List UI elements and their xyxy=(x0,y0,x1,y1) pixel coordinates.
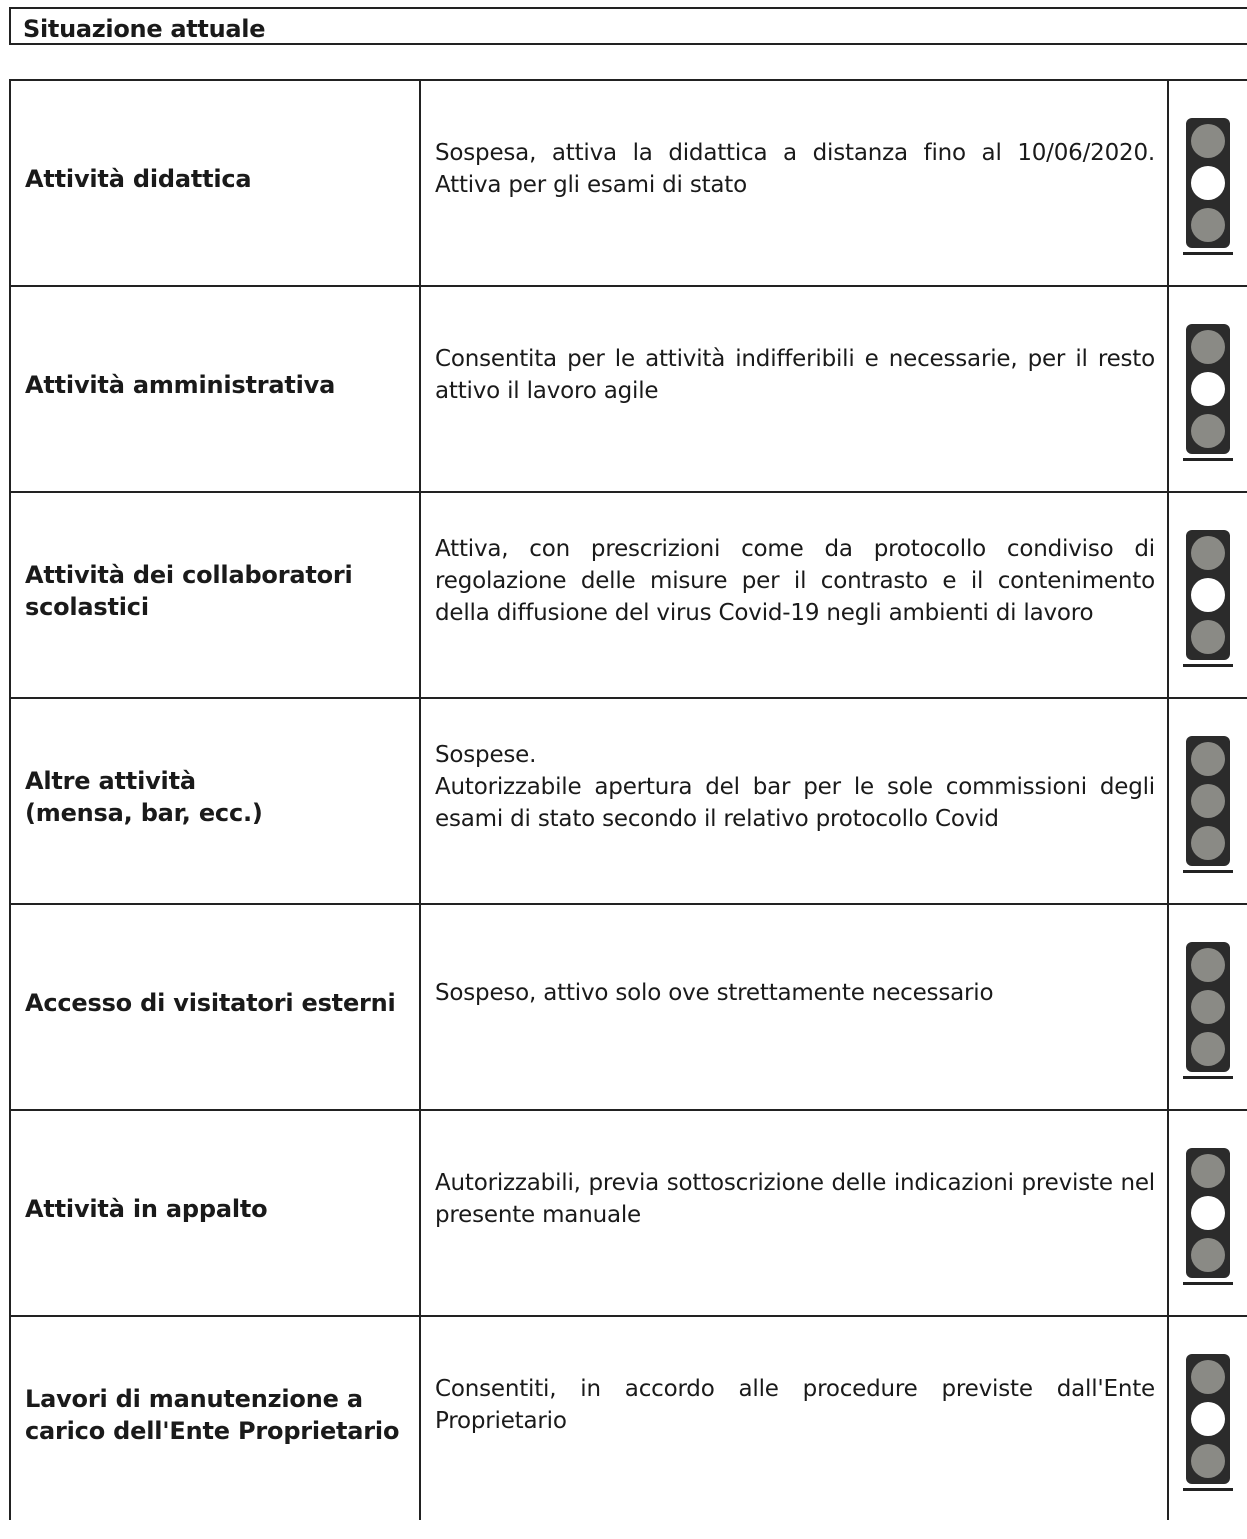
traffic-light-icon xyxy=(1186,1148,1230,1278)
middle-bulb xyxy=(1191,990,1225,1024)
middle-bulb xyxy=(1191,1196,1225,1230)
top-bulb xyxy=(1191,948,1225,982)
table-row xyxy=(10,286,1247,492)
activity-cell xyxy=(10,492,420,698)
light-cell xyxy=(1168,698,1247,904)
activity-label: Accesso di visitatori esterni xyxy=(25,989,396,1017)
traffic-light-icon xyxy=(1186,942,1230,1072)
top-bulb xyxy=(1191,742,1225,776)
light-underline xyxy=(1183,252,1233,255)
section-title: Situazione attuale xyxy=(23,15,266,43)
bottom-bulb xyxy=(1191,208,1225,242)
description-text: Consentiti, in accordo alle procedure previste dall'Ente Proprietario xyxy=(435,1375,1155,1434)
light-underline xyxy=(1183,664,1233,667)
traffic-light-icon xyxy=(1186,530,1230,660)
description-text: Autorizzabili, previa sottoscrizione delle indicazioni previste nel presente manuale xyxy=(435,1170,1155,1228)
middle-bulb xyxy=(1191,578,1225,612)
table-row xyxy=(10,492,1247,698)
description-cell xyxy=(420,492,1168,698)
middle-bulb xyxy=(1191,166,1225,200)
activity-label: Attività didattica xyxy=(25,165,252,193)
top-bulb xyxy=(1191,330,1225,364)
bottom-bulb xyxy=(1191,620,1225,654)
table-row xyxy=(10,1110,1247,1316)
light-underline xyxy=(1183,1076,1233,1079)
description-cell xyxy=(420,80,1168,286)
activity-cell xyxy=(10,1110,420,1316)
status-table xyxy=(9,79,1247,1520)
top-bulb xyxy=(1191,1154,1225,1188)
activity-cell xyxy=(10,80,420,286)
activity-cell xyxy=(10,1316,420,1520)
light-underline xyxy=(1183,458,1233,461)
description-cell xyxy=(420,286,1168,492)
top-bulb xyxy=(1191,124,1225,158)
activity-label: Lavori di manutenzione a carico dell'Ente Proprietario xyxy=(25,1384,400,1445)
table-row xyxy=(10,1316,1247,1520)
activity-cell xyxy=(10,698,420,904)
traffic-light-icon xyxy=(1186,736,1230,866)
traffic-light-icon xyxy=(1186,1354,1230,1484)
activity-cell xyxy=(10,904,420,1110)
activity-label: Attività dei collaboratori scolastici xyxy=(25,561,353,621)
bottom-bulb xyxy=(1191,1444,1225,1478)
table-row xyxy=(10,698,1247,904)
light-cell xyxy=(1168,1316,1247,1520)
traffic-light-icon xyxy=(1186,324,1230,454)
traffic-light-icon xyxy=(1186,118,1230,248)
light-underline xyxy=(1183,1282,1233,1285)
light-cell xyxy=(1168,492,1247,698)
bottom-bulb xyxy=(1191,1238,1225,1272)
light-underline xyxy=(1183,870,1233,873)
middle-bulb xyxy=(1191,1402,1225,1436)
light-cell xyxy=(1168,286,1247,492)
bottom-bulb xyxy=(1191,1032,1225,1066)
bottom-bulb xyxy=(1191,414,1225,448)
description-cell xyxy=(420,904,1168,1110)
description-cell xyxy=(420,1110,1168,1316)
activity-label: Attività amministrativa xyxy=(25,371,336,399)
activity-cell xyxy=(10,286,420,492)
description-text: Sospeso, attivo solo ove strettamente necessario xyxy=(435,980,994,1006)
description-text: Consentita per le attività indifferibili e necessarie, per il resto attivo il lavoro agile xyxy=(435,346,1155,404)
top-bulb xyxy=(1191,536,1225,570)
section-header xyxy=(9,7,1247,45)
table-row xyxy=(10,80,1247,286)
description-cell xyxy=(420,1316,1168,1520)
middle-bulb xyxy=(1191,784,1225,818)
bottom-bulb xyxy=(1191,826,1225,860)
table-row xyxy=(10,904,1247,1110)
description-text: Sospesa, attiva la didattica a distanza fino al 10/06/2020. Attiva per gli esami di stato xyxy=(435,140,1155,198)
light-cell xyxy=(1168,904,1247,1110)
middle-bulb xyxy=(1191,372,1225,406)
activity-label: Attività in appalto xyxy=(25,1195,268,1223)
light-underline xyxy=(1183,1488,1233,1491)
description-text: Sospese. Autorizzabile apertura del bar per le sole commissioni degli esami di stato secondo il relativo protocollo Covid xyxy=(435,742,1155,832)
light-cell xyxy=(1168,80,1247,286)
activity-label: Altre attività (mensa, bar, ecc.) xyxy=(25,767,263,827)
description-cell xyxy=(420,698,1168,904)
top-bulb xyxy=(1191,1360,1225,1394)
light-cell xyxy=(1168,1110,1247,1316)
description-text: Attiva, con prescrizioni come da protocollo condiviso di regolazione delle misure per il contrasto e il contenimento della diffusione del virus Covid-19 negli ambienti di lavoro xyxy=(435,536,1155,626)
